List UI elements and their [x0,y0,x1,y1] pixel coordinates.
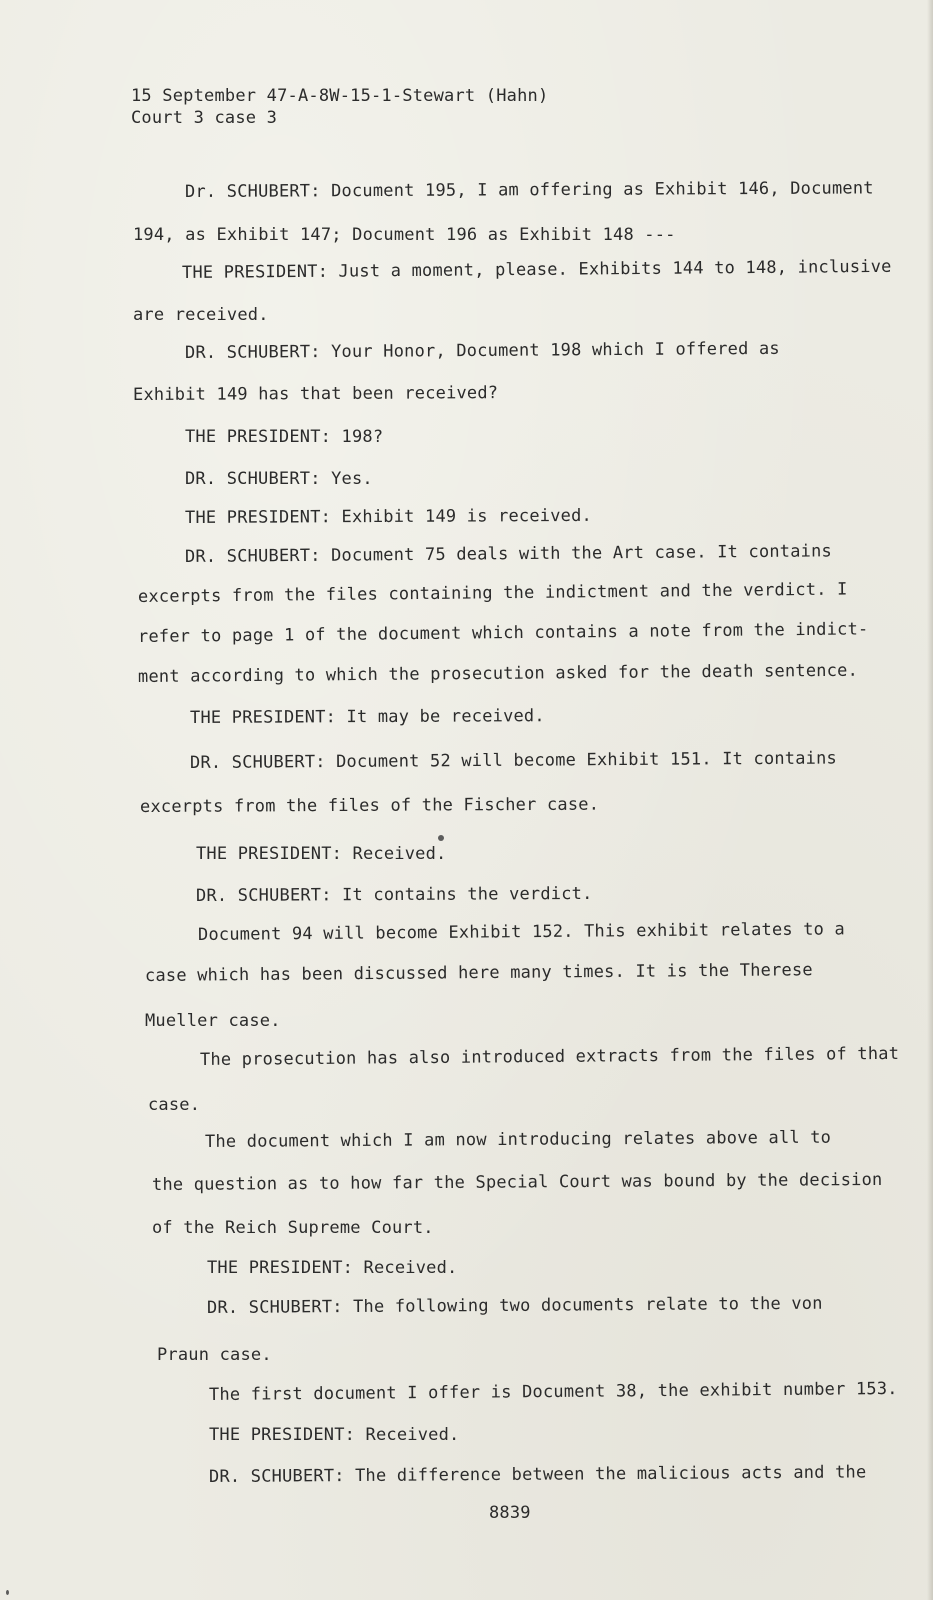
transcript-line: The first document I offer is Document 38, the exhibit number 153. [208,1378,898,1405]
transcript-line: the question as to how far the Special Court was bound by the decision [151,1169,883,1195]
transcript-line: case. [148,1095,201,1115]
transcript-line: DR. SCHUBERT: It contains the verdict. [195,883,593,906]
transcript-line: Praun case. [157,1345,272,1365]
transcript-line: DR. SCHUBERT: Your Honor, Document 198 which I offered as [184,338,780,363]
transcript-line: are received. [133,305,269,325]
transcript-line: Document 94 will become Exhibit 152. This exhibit relates to a [197,919,846,945]
transcript-line: Mueller case. [145,1011,281,1031]
transcript-line: case which has been discussed here many times. It is the Therese [144,960,813,986]
header-line-1: 15 September 47-A-8W-15-1-Stewart (Hahn) [131,86,549,106]
transcript-line: THE PRESIDENT: Just a moment, please. Exhibits 144 to 148, inclusive [181,256,892,283]
ink-speck [6,1590,9,1595]
transcript-line: Dr. SCHUBERT: Document 195, I am offering as Exhibit 146, Document [184,178,874,202]
transcript-line: The prosecution has also introduced extracts from the files of that [199,1043,900,1070]
transcript-line: THE PRESIDENT: Received. [209,1425,460,1445]
transcript-line: refer to page 1 of the document which contains a note from the indict- [137,619,869,647]
page-edge-shadow [927,0,933,1600]
transcript-line: THE PRESIDENT: It may be received. [189,706,545,728]
transcript-line: 194, as Exhibit 147; Document 196 as Exhibit 148 --- [133,225,676,245]
transcript-line: DR. SCHUBERT: The following two documents relate to the von [206,1293,823,1318]
transcript-line: DR. SCHUBERT: Document 75 deals with the Art case. It contains [184,541,833,567]
transcript-line: excerpts from the files containing the indictment and the verdict. I [137,579,848,607]
transcript-line: excerpts from the files of the Fischer case. [139,794,600,817]
transcript-line: THE PRESIDENT: 198? [185,427,384,447]
transcript-line: Exhibit 149 has that been received? [132,383,499,405]
transcript-line: THE PRESIDENT: Exhibit 149 is received. [184,505,593,528]
transcript-line: DR. SCHUBERT: Yes. [185,469,373,489]
transcript-line: ment according to which the prosecution asked for the death sentence. [137,660,859,687]
transcript-line: THE PRESIDENT: Received. [207,1258,458,1278]
ink-speck [438,835,444,841]
transcript-line: of the Reich Supreme Court. [152,1218,434,1238]
header-line-2: Court 3 case 3 [131,108,278,128]
transcript-line: DR. SCHUBERT: Document 52 will become Exhibit 151. It contains [189,748,838,773]
transcript-line: DR. SCHUBERT: The difference between the malicious acts and the [208,1462,867,1487]
transcript-line: THE PRESIDENT: Received. [196,844,447,864]
page-number: 8839 [489,1503,531,1523]
transcript-line: The document which I am now introducing relates above all to [204,1127,832,1152]
